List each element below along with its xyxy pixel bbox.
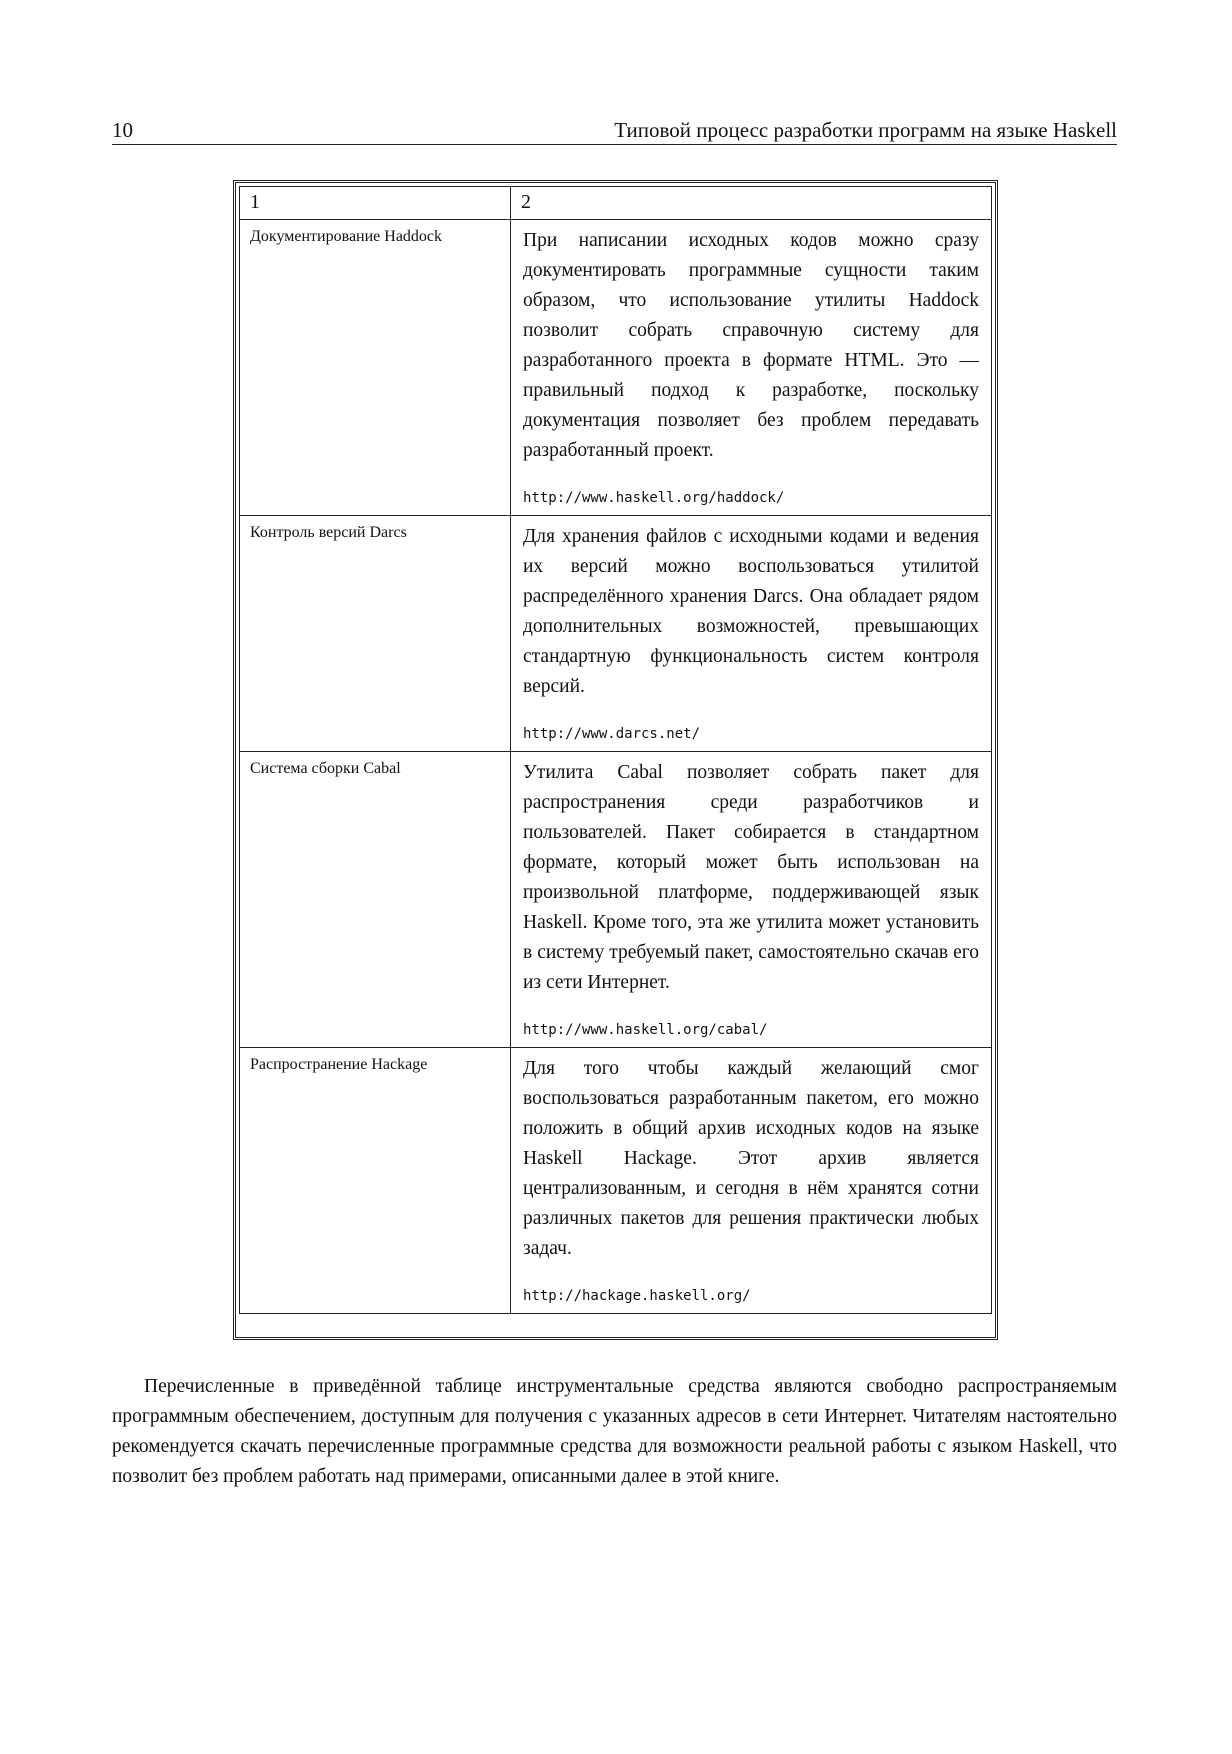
tool-name: Документирование Haddock — [250, 228, 443, 245]
tool-description: Для хранения файлов с исходными кодами и ведения их версий можно воспользоваться утилитой распределённого хранения Darcs. Она обладает рядом дополнительных возможностей, превышающих стандартную функциональность систем контроля версий. — [523, 526, 979, 697]
tool-description-cell — [511, 1048, 992, 1314]
tool-url: http://www.haskell.org/haddock/ — [523, 490, 785, 506]
table-header-row — [240, 187, 992, 220]
tool-description: Утилита Cabal позволяет собрать пакет для распространения среди разработчиков и пользователей. Пакет собирается в стандартном формате, который может быть использован на произвольной платформе, поддерживающей язык Haskell. Кроме того, эта же утилита может установить в систему требуемый пакет, самостоятельно скачав его из сети Интернет. — [523, 762, 979, 993]
tool-description-cell — [511, 752, 992, 1048]
page-number: 10 — [112, 118, 133, 142]
tool-name-cell — [240, 220, 511, 516]
column-header-2: 2 — [511, 187, 992, 220]
tool-url: http://hackage.haskell.org/ — [523, 1288, 751, 1304]
tools-table — [239, 186, 992, 1314]
table-row — [240, 1048, 992, 1314]
tools-table-frame — [233, 180, 998, 1340]
tool-name: Распространение Hackage — [250, 1056, 428, 1073]
column-header-1: 1 — [240, 187, 511, 220]
running-title: Типовой процесс разработки программ на языке Haskell — [614, 118, 1117, 142]
tool-name-cell — [240, 516, 511, 752]
tool-name: Система сборки Cabal — [250, 760, 401, 777]
page-header — [112, 112, 1117, 145]
table-row — [240, 752, 992, 1048]
body-paragraph: Перечисленные в приведённой таблице инструментальные средства являются свободно распространяемым программным обеспечением, доступным для получения с указанных адресов в сети Интернет. Читателям настоятельно рекомендуется скачать перечисленные программные средства для возможности реальной работы с языком Haskell, что позволит без проблем работать над примерами, описанными далее в этой книге. — [112, 1376, 1117, 1487]
table-row — [240, 516, 992, 752]
tool-name-cell — [240, 1048, 511, 1314]
tool-name-cell — [240, 752, 511, 1048]
tool-url: http://www.haskell.org/cabal/ — [523, 1022, 768, 1038]
tool-url: http://www.darcs.net/ — [523, 726, 701, 742]
tool-description-cell — [511, 516, 992, 752]
tool-description-cell — [511, 220, 992, 516]
table-row — [240, 220, 992, 516]
tool-description: При написании исходных кодов можно сразу документировать программные сущности таким образом, что использование утилиты Haddock позволит собрать справочную систему для разработанного проекта в формате HTML. Это — правильный подход к разработке, поскольку документация позволяет без проблем передавать разработанный проект. — [523, 230, 979, 461]
tool-name: Контроль версий Darcs — [250, 524, 407, 541]
tool-description: Для того чтобы каждый желающий смог воспользоваться разработанным пакетом, его можно положить в общий архив исходных кодов на языке Haskell Hackage. Этот архив является централизованным, и сегодня в нём хранятся сотни различных пакетов для решения практически любых задач. — [523, 1058, 979, 1259]
